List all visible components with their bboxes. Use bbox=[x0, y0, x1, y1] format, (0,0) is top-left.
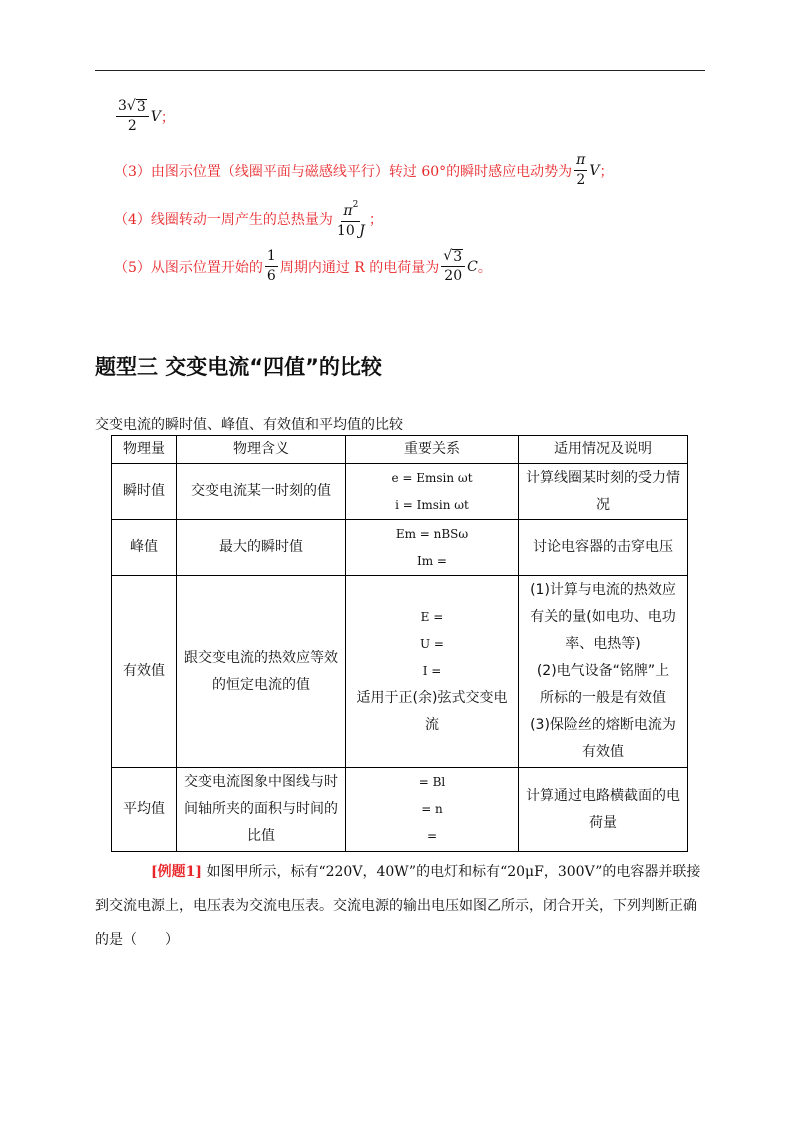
answer-line-4-text: （4）线圈转动一周产生的总热量为 bbox=[114, 211, 333, 228]
relation-line: U = bbox=[420, 637, 444, 651]
four-values-table bbox=[111, 435, 688, 852]
usage-line: 计算线圈某时刻的受力情 bbox=[526, 469, 680, 486]
fraction-pi2-over-10J: $\frac{\pi^2}{10 J}$ bbox=[335, 197, 367, 240]
meaning-line: 的恒定电流的值 bbox=[212, 676, 310, 693]
answer-line-2: 3√ 3 2 V ； bbox=[118, 98, 175, 134]
quantity-cell: 有效值 bbox=[112, 576, 177, 768]
usage-line: 况 bbox=[596, 496, 610, 513]
fraction-3sqrt3-over-2: 3√ 3 2 bbox=[116, 98, 149, 135]
meaning-cell bbox=[177, 576, 346, 768]
relation-line: e = Emsin ωt bbox=[391, 470, 473, 485]
header-cell: 重要关系 bbox=[346, 436, 519, 464]
relation-line: = Bl bbox=[418, 775, 446, 789]
relation-line: i = Imsin ωt bbox=[395, 497, 469, 512]
answer-line-4 bbox=[114, 197, 383, 240]
usage-line: 荷量 bbox=[589, 814, 617, 831]
header-cell: 物理量 bbox=[112, 436, 177, 464]
relation-line: Em = nBSω bbox=[395, 526, 469, 541]
meaning-line: 跟交变电流的热效应等效 bbox=[184, 649, 338, 666]
quantity-cell: 峰值 bbox=[112, 520, 177, 576]
usage-line: 所标的一般是有效值 bbox=[540, 690, 666, 706]
relation-line: 流 bbox=[425, 717, 439, 733]
answer-line-3: （3）由图示位置（线圈平面与磁感线平行）转过 60°的瞬时感应电动势为 $\frac{\pi}{2}$ V ； bbox=[114, 152, 614, 188]
quantity-cell: 平均值 bbox=[112, 768, 177, 852]
answer-line-5: （5）从图示位置开始的 $\frac{1}{6}$ 周期内通过 R 的电荷量为 √ 3 20 C 。 bbox=[114, 248, 492, 284]
usage-line: 率、电热等) bbox=[565, 636, 641, 652]
usage-line: 计算通过电路横截面的电 bbox=[526, 787, 680, 804]
meaning-cell: 交变电流某一时刻的值 bbox=[177, 464, 346, 520]
table-header-row bbox=[112, 436, 688, 464]
relation-line: = n bbox=[421, 802, 443, 816]
meaning-line: 交变电流图象中图线与时 bbox=[184, 774, 338, 790]
table-row bbox=[112, 576, 688, 768]
answer-line-2-tail: ； bbox=[160, 109, 175, 126]
example-1 bbox=[95, 855, 707, 957]
usage-cell: 讨论电容器的击穿电压 bbox=[519, 520, 688, 576]
relation-line: E = bbox=[420, 610, 444, 624]
table-row bbox=[112, 520, 688, 576]
meaning-line: 间轴所夹的面积与时间的 bbox=[184, 801, 338, 817]
usage-line: 有关的量(如电功、电功 bbox=[530, 609, 676, 625]
answer-line-3-text: （3）由图示位置（线圈平面与磁感线平行）转过 60°的瞬时感应电动势为 bbox=[114, 163, 573, 180]
usage-cell bbox=[519, 464, 688, 520]
relation-line: = bbox=[426, 829, 438, 843]
table-intro: 交变电流的瞬时值、峰值、有效值和平均值的比较 bbox=[95, 417, 403, 433]
relation-line: I = bbox=[422, 664, 442, 678]
fraction-pi-over-2: $\frac{\pi}{2}$ bbox=[576, 152, 586, 188]
relation-cell bbox=[346, 768, 519, 852]
quantity-cell: 瞬时值 bbox=[112, 464, 177, 520]
example-tag: [例题1] bbox=[151, 864, 202, 880]
header-rule bbox=[95, 70, 705, 71]
relation-line: Im = bbox=[417, 553, 447, 568]
answer-line-5-text-a: （5）从图示位置开始的 bbox=[114, 259, 263, 276]
relation-cell bbox=[346, 576, 519, 768]
example-text: 如图甲所示，标有“220V，40W”的电灯和标有“20μF，300V”的电容器并联接到交流电源上，电压表为交流电压表。交流电源的输出电压如图乙所示，闭合开关，下列判断正确的是（ ） bbox=[95, 864, 701, 948]
header-cell: 物理含义 bbox=[177, 436, 346, 464]
relation-cell bbox=[346, 520, 519, 576]
answer-line-5-text-b: 周期内通过 R 的电荷量为 bbox=[279, 259, 440, 276]
meaning-cell: 最大的瞬时值 bbox=[177, 520, 346, 576]
meaning-cell bbox=[177, 768, 346, 852]
usage-line: (3)保险丝的熔断电流为 bbox=[530, 717, 676, 733]
answer-line-3-tail: ； bbox=[599, 163, 614, 180]
relation-cell bbox=[346, 464, 519, 520]
table-row bbox=[112, 768, 688, 852]
usage-cell bbox=[519, 768, 688, 852]
table-row bbox=[112, 464, 688, 520]
fraction-1-over-6: $\frac{1}{6}$ bbox=[266, 248, 276, 284]
section-title: 题型三 交变电流“四值”的比较 bbox=[95, 355, 382, 379]
header-cell: 适用情况及说明 bbox=[519, 436, 688, 464]
usage-line: 有效值 bbox=[582, 744, 624, 760]
fraction-sqrt3-over-20: √ 3 20 bbox=[441, 248, 465, 285]
meaning-line: 比值 bbox=[247, 828, 275, 844]
answer-line-4-tail: ； bbox=[368, 211, 383, 228]
relation-line: 适用于正(余)弦式交变电 bbox=[356, 690, 508, 706]
usage-line: (2)电气设备“铭牌”上 bbox=[536, 663, 670, 679]
usage-cell bbox=[519, 576, 688, 768]
answer-line-5-tail: 。 bbox=[477, 259, 492, 276]
usage-line: (1)计算与电流的热效应 bbox=[530, 582, 676, 598]
